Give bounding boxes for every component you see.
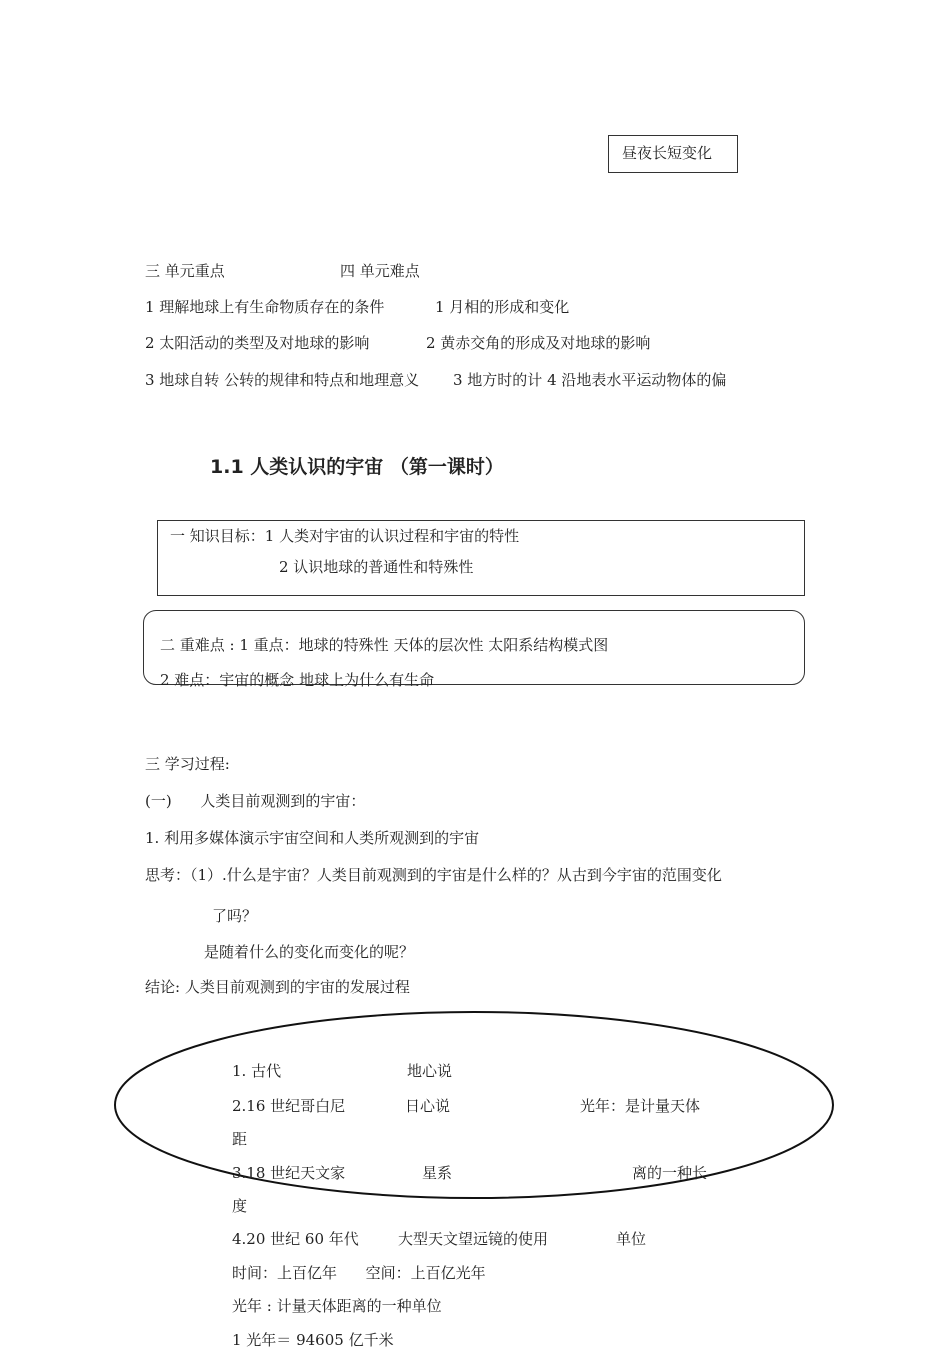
think-question-cont: 是随着什么的变化而变化的呢？ [204,943,415,961]
unit-key-item: 1 理解地球上有生命物质存在的条件 [145,298,385,316]
lightyear-note: 离的一种长 [632,1164,708,1182]
knowledge-goal-line: 一 知识目标：1 人类对宇宙的认识过程和宇宙的特性 [170,527,520,545]
unit-key-item: 2 太阳活动的类型及对地球的影响 [145,334,370,352]
history-item: 3.18 世纪天文家 [232,1164,346,1182]
unit-difficult-item: 2 黄赤交角的形成及对地球的影响 [426,334,651,352]
history-theory: 日心说 [405,1097,451,1115]
unit-difficult-heading: 四 单元难点 [340,262,420,280]
lightyear-definition: 光年 : 计量天体距离的一种单位 [232,1297,442,1315]
unit-difficult-item: 3 地方时的计 4 沿地表水平运动物体的偏 [453,371,727,389]
key-difficult-line: 二 重难点 : 1 重点：地球的特殊性 天体的层次性 太阳系结构模式图 [160,636,609,654]
history-item: 2.16 世纪哥白尼 [232,1097,346,1115]
think-question: 思考：（1）.什么是宇宙？人类目前观测到的宇宙是什么样的？从古到今宇宙的范围变化 [145,866,722,884]
lesson-title: 1.1 人类认识的宇宙 （第一课时） [210,456,504,478]
process-item: 1. 利用多媒体演示宇宙空间和人类所观测到的宇宙 [145,829,480,847]
history-item: 1. 古代 [232,1062,282,1080]
process-section-heading: (一) 人类目前观测到的宇宙： [145,792,366,810]
key-difficult-line: 2 难点：宇宙的概念 地球上为什么有生命 [160,671,435,689]
lightyear-note: 度 [232,1197,248,1215]
unit-key-item: 3 地球自转 公转的规律和特点和地理意义 [145,371,420,389]
unit-difficult-item: 1 月相的形成和变化 [435,298,570,316]
history-theory: 星系 [422,1164,453,1182]
history-theory: 地心说 [407,1062,453,1080]
lightyear-note: 距 [232,1130,248,1148]
lightyear-note: 光年：是计量天体 [580,1097,701,1115]
process-heading: 三 学习过程: [145,755,230,773]
lightyear-value: 1 光年＝ 94605 亿千米 [232,1331,394,1349]
knowledge-goal-line: 2 认识地球的普通性和特殊性 [279,558,474,576]
history-theory: 大型天文望远镜的使用 [398,1230,549,1248]
unit-key-heading: 三 单元重点 [145,262,225,280]
top-box-label: 昼夜长短变化 [622,144,713,162]
time-space: 时间：上百亿年 空间：上百亿光年 [232,1264,486,1282]
conclusion: 结论: 人类目前观测到的宇宙的发展过程 [145,978,410,996]
history-item: 4.20 世纪 60 年代 [232,1230,359,1248]
think-question-cont: 了吗？ [212,907,258,925]
lightyear-note: 单位 [616,1230,647,1248]
